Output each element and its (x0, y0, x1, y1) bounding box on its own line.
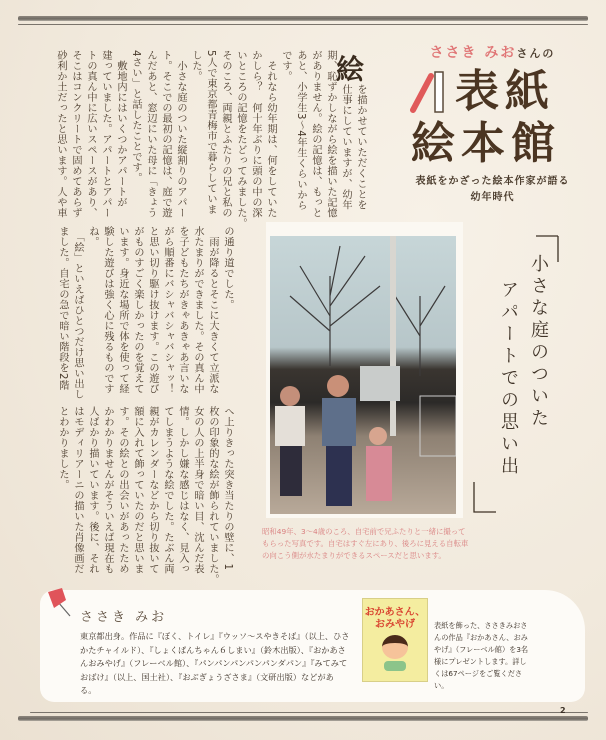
text-column: 敷地内にはいくつかアパートが (115, 50, 126, 208)
text-column: とわかりました。 (57, 406, 68, 490)
text-column: かわかりませんがそういえば現在も (102, 406, 113, 574)
text-column: はモディリアーニの描いた肖像画だ (72, 406, 83, 574)
book-illustration-body (384, 661, 406, 671)
text-column: 5人で東京都青梅市で暮らしていま (205, 50, 216, 215)
bottom-rule (18, 716, 588, 721)
book-illustration (382, 635, 408, 659)
pull-quote (470, 232, 565, 517)
article-lower-block (55, 406, 235, 585)
profile-bio: 東京都出身。作品に『ぼく、トイレ』『ウッソ〜スやきそば』（以上、ひさかたチャイルド）、『しょくぱんちゃん６しまい』（鈴木出版）、『おかあさんおみやげ』（フレーベル館）、『パンパンパンパンパンダパン』『みてみておばけ』（以上、国土社）、『おぶぎょうざさま』（文研出版）などがある。 (80, 631, 350, 695)
subtitle-2: 幼年時代 (470, 192, 515, 203)
text-column: ました。自宅の急で暗い階段を2階 (57, 226, 68, 391)
pencil-icon (409, 70, 449, 114)
text-column: それなら幼年期は、何をしていた (265, 50, 276, 218)
text-column: 女の人の上半身で暗い目、沈んだ表 (192, 406, 203, 574)
author-suffix: さんの (516, 47, 556, 60)
text-column: トの真ん中に広いスペースがあり、 (85, 50, 96, 218)
text-column: んだあと、窓辺にいた母に「きょう (145, 50, 156, 218)
photo-illustration (270, 236, 456, 514)
text-column: 親がカレンダーなどから切り抜いて (147, 406, 158, 574)
book-cover (362, 598, 428, 682)
text-column: です。 (280, 50, 291, 82)
text-column: 額に入れて飾っていたのだと思いま (132, 406, 143, 574)
drop-cap: 絵 (336, 53, 365, 86)
text-column: がありません。絵の記憶は、もっと (310, 50, 321, 218)
text-column: 情。しかし嫌な感じはなく、見入っ (177, 406, 188, 574)
text-column: の通り道でした。 (222, 226, 233, 310)
text-column: そのころ、両親とふたりの兄と私の (220, 50, 231, 218)
top-rule-thin (18, 24, 588, 25)
text-column: そこはコンクリートで固めてあらず (70, 50, 81, 218)
text-column: 期、恥ずかしながら絵を描いた記憶 (325, 50, 336, 218)
top-rule (18, 16, 588, 21)
article-upper-block (53, 50, 368, 229)
text-column: 小さな庭のついた縦割りのアパー (175, 50, 186, 218)
text-column: を描かせていただくことを (355, 84, 366, 210)
title-kicker (405, 42, 580, 62)
text-column: あと、小学生3〜4年生くらいから (295, 50, 306, 211)
text-column: 験した遊びは強く心に残るものです (102, 226, 113, 394)
text-column: 枚の印象的な絵が飾られていました。 (207, 406, 218, 585)
text-column: 仕事にしていますが、幼年 (340, 84, 351, 210)
article-middle-block (55, 226, 235, 400)
feature-title (405, 42, 580, 206)
text-column: てしまうような絵でした。たぶん両 (162, 406, 173, 574)
text-column: と思い切り駆け抜けます。この遊び (147, 226, 158, 394)
text-column: かしら？ 何十年ぶりに頭の中の深 (250, 50, 261, 218)
present-notice: 表紙を飾った、ささきみおさんの作品『おかあさん、おみやげ』（フレーベル館）を3名様にプレゼントします。詳しくは67ページをご覧ください。 (434, 621, 529, 690)
text-column: 「絵」といえばひとつだけ思い出し (72, 226, 83, 400)
text-column: 人ばかり描いています。後に、それ (87, 406, 98, 574)
text-column: ね。 (87, 226, 98, 247)
text-column: 建っていました。アパートとアパー (100, 50, 111, 218)
text-column: いところの記憶をたどってみました。 (235, 50, 246, 229)
text-column: を子どもたちがきゃあきゃあ言いな (177, 226, 188, 394)
photo-caption: 昭和49年、3〜4歳のころ、自宅前で兄ふたりと一緒に撮ってもらった写真です。自宅はすぐ左にあり、後ろに見える自転車の向こう側が水たまりができるスペースだと思います。 (262, 527, 469, 560)
book-title-line2: おみやげ (375, 619, 415, 630)
page-number: 2 (560, 706, 566, 715)
text-column: 砂利か土だったと思います。人や車 (55, 50, 66, 218)
title-line2: 絵本館 (411, 118, 561, 169)
subtitle: 表紙をかざった絵本作家が語る (415, 176, 570, 187)
bottom-rule-thin (30, 712, 588, 713)
author-name: ささき みお (429, 45, 517, 61)
text-column: ト。そこでの最初の記憶は、庭で遊 (160, 50, 171, 218)
profile-name: ささき みお (80, 610, 168, 625)
text-column: がものすごく楽しかったのを覚えて (132, 226, 143, 394)
text-column: 水たまりができました。その真ん中 (192, 226, 203, 394)
pull-quote-line1: 小さな庭のついた (528, 254, 549, 430)
family-photo (270, 236, 456, 514)
text-column: 雨が降るとそこに大きくて立派な (207, 226, 218, 394)
text-column: 4さい」と話したことです。 (130, 50, 141, 183)
text-column: した。 (190, 50, 201, 82)
text-column: す。その絵との出会いがあったため (117, 406, 128, 574)
pushpin-icon (40, 584, 76, 620)
text-column: います。身近な場所で体を使って経 (117, 226, 128, 394)
text-column: へ上りきった突き当たりの壁に、1 (222, 406, 233, 571)
book-title-line1: おかあさん、 (364, 607, 426, 618)
title-line1: 表紙 (455, 66, 555, 117)
text-column: がら順番にバシャバシャバシャッ！ (162, 226, 173, 394)
pull-quote-line2: アパートでの思い出 (498, 280, 519, 478)
